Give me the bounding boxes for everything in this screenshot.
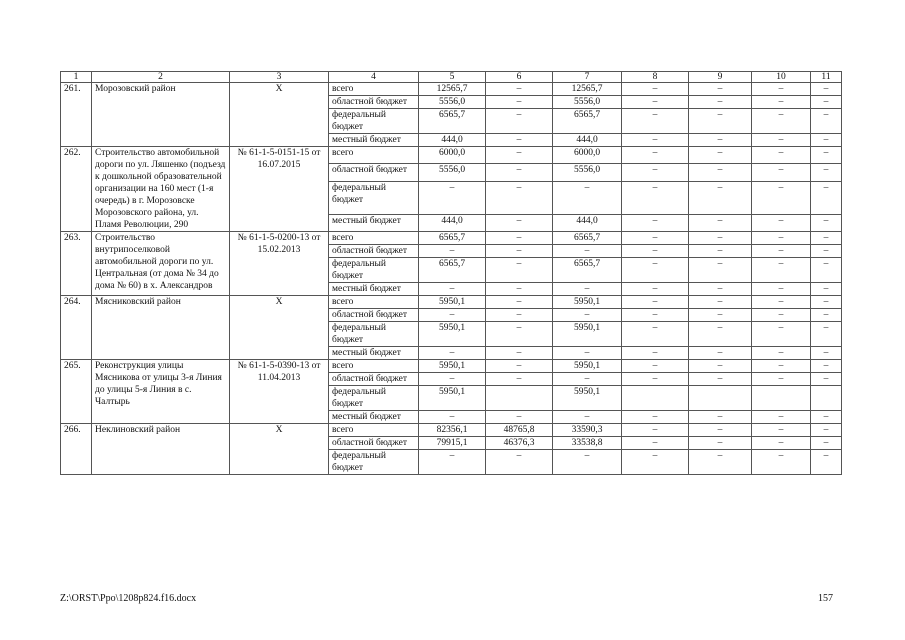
value-cell: – (689, 296, 752, 309)
value-cell: – (811, 373, 842, 386)
file-path: Z:\ORST\Ppo\1208p824.f16.docx (60, 593, 197, 604)
value-cell: 5950,1 (553, 322, 622, 347)
object-name: Морозовский район (92, 83, 230, 147)
value-cell: – (622, 214, 689, 231)
value-cell: – (811, 296, 842, 309)
value-cell: 444,0 (419, 214, 486, 231)
value-cell: – (752, 296, 811, 309)
value-cell: – (622, 283, 689, 296)
document-number: № 61-1-5-0200-13 от 15.02.2013 (230, 232, 329, 296)
value-cell: – (689, 164, 752, 181)
value-cell: – (486, 411, 553, 424)
value-cell: – (752, 411, 811, 424)
row-number: 264. (61, 296, 92, 360)
column-header: 8 (622, 72, 689, 83)
value-cell: – (622, 96, 689, 109)
row-number: 263. (61, 232, 92, 296)
column-header: 11 (811, 72, 842, 83)
value-cell: – (752, 109, 811, 134)
funding-source: местный бюджет (329, 214, 419, 231)
value-cell: – (486, 214, 553, 231)
budget-table (60, 71, 842, 475)
object-name: Строительство автомобильной дороги по ул. Ляшенко (подъезд к дошкольной образовательной организации на 160 мест (1-я очередь) в г. Морозовске Морозовского района, ул. Пламя Революции, 290 (92, 147, 230, 232)
funding-source: областной бюджет (329, 96, 419, 109)
value-cell: 12565,7 (419, 83, 486, 96)
value-cell: – (486, 373, 553, 386)
value-cell: – (811, 258, 842, 283)
value-cell: – (553, 347, 622, 360)
object-name: Реконструкция улицы Мясникова от улицы 3-я Линия до улицы 5-я Линия в с. Чалтырь (92, 360, 230, 424)
value-cell: 5950,1 (553, 296, 622, 309)
value-cell: – (811, 283, 842, 296)
value-cell: 6565,7 (419, 258, 486, 283)
value-cell (811, 386, 842, 411)
value-cell: – (811, 411, 842, 424)
value-cell: 33590,3 (553, 424, 622, 437)
value-cell: – (622, 109, 689, 134)
value-cell: – (811, 450, 842, 475)
value-cell: – (689, 96, 752, 109)
value-cell: – (689, 411, 752, 424)
value-cell: – (689, 181, 752, 214)
value-cell: – (486, 245, 553, 258)
column-header: 1 (61, 72, 92, 83)
column-header: 7 (553, 72, 622, 83)
value-cell: 46376,3 (486, 437, 553, 450)
value-cell: – (622, 134, 689, 147)
table-row (61, 424, 842, 437)
value-cell: 5950,1 (553, 386, 622, 411)
value-cell: – (689, 322, 752, 347)
funding-source: федеральный бюджет (329, 450, 419, 475)
funding-source: местный бюджет (329, 411, 419, 424)
value-cell: 6565,7 (419, 109, 486, 134)
funding-source: федеральный бюджет (329, 386, 419, 411)
value-cell: – (486, 296, 553, 309)
value-cell: – (752, 424, 811, 437)
document-number: X (230, 296, 329, 360)
value-cell: 6000,0 (553, 147, 622, 164)
funding-source: всего (329, 147, 419, 164)
value-cell: – (689, 232, 752, 245)
value-cell: – (622, 232, 689, 245)
value-cell: 12565,7 (553, 83, 622, 96)
value-cell: – (689, 109, 752, 134)
value-cell: 5950,1 (419, 296, 486, 309)
value-cell: – (486, 283, 553, 296)
value-cell: – (811, 83, 842, 96)
value-cell: – (689, 147, 752, 164)
value-cell: – (622, 411, 689, 424)
value-cell: – (486, 96, 553, 109)
value-cell: – (752, 437, 811, 450)
value-cell: 48765,8 (486, 424, 553, 437)
value-cell: – (752, 96, 811, 109)
funding-source: всего (329, 424, 419, 437)
funding-source: всего (329, 360, 419, 373)
value-cell: 5950,1 (419, 386, 486, 411)
value-cell: – (752, 373, 811, 386)
table-row (61, 232, 842, 245)
value-cell: – (486, 109, 553, 134)
value-cell: – (622, 347, 689, 360)
value-cell: – (752, 164, 811, 181)
value-cell: – (622, 424, 689, 437)
value-cell: 6565,7 (553, 109, 622, 134)
value-cell: 82356,1 (419, 424, 486, 437)
value-cell: – (486, 83, 553, 96)
value-cell: – (752, 147, 811, 164)
funding-source: всего (329, 83, 419, 96)
row-number: 266. (61, 424, 92, 475)
value-cell: – (811, 134, 842, 147)
value-cell: – (689, 214, 752, 231)
column-header: 6 (486, 72, 553, 83)
funding-source: федеральный бюджет (329, 322, 419, 347)
funding-source: областной бюджет (329, 437, 419, 450)
row-number: 262. (61, 147, 92, 232)
value-cell: – (486, 232, 553, 245)
page-number: 157 (818, 593, 833, 604)
table-header (61, 72, 842, 83)
value-cell: – (622, 437, 689, 450)
value-cell: – (689, 373, 752, 386)
value-cell: – (811, 245, 842, 258)
value-cell: – (622, 164, 689, 181)
value-cell: – (752, 214, 811, 231)
value-cell: – (752, 283, 811, 296)
value-cell: – (752, 450, 811, 475)
value-cell: – (689, 424, 752, 437)
value-cell: – (622, 322, 689, 347)
value-cell: – (486, 181, 553, 214)
value-cell: – (752, 347, 811, 360)
funding-source: федеральный бюджет (329, 109, 419, 134)
value-cell: 5556,0 (553, 164, 622, 181)
value-cell: – (811, 147, 842, 164)
value-cell: 444,0 (553, 214, 622, 231)
value-cell: – (811, 181, 842, 214)
value-cell: – (811, 360, 842, 373)
value-cell: – (689, 309, 752, 322)
funding-source: федеральный бюджет (329, 258, 419, 283)
funding-source: местный бюджет (329, 134, 419, 147)
value-cell: 33538,8 (553, 437, 622, 450)
value-cell: – (419, 245, 486, 258)
funding-source: федеральный бюджет (329, 181, 419, 214)
value-cell: – (811, 96, 842, 109)
value-cell: – (486, 309, 553, 322)
value-cell: – (622, 450, 689, 475)
value-cell: – (622, 309, 689, 322)
value-cell: – (689, 347, 752, 360)
document-number: X (230, 83, 329, 147)
funding-source: всего (329, 296, 419, 309)
value-cell: – (689, 134, 752, 147)
value-cell: 6000,0 (419, 147, 486, 164)
value-cell: – (622, 245, 689, 258)
funding-source: областной бюджет (329, 245, 419, 258)
value-cell: – (553, 411, 622, 424)
table-row (61, 360, 842, 373)
table-body (61, 83, 842, 475)
value-cell: – (486, 164, 553, 181)
value-cell: 5556,0 (553, 96, 622, 109)
value-cell: – (486, 134, 553, 147)
column-header: 4 (329, 72, 419, 83)
value-cell: – (622, 258, 689, 283)
value-cell: – (752, 360, 811, 373)
value-cell: – (689, 283, 752, 296)
value-cell (486, 386, 553, 411)
value-cell: – (811, 232, 842, 245)
column-header: 10 (752, 72, 811, 83)
value-cell: – (553, 245, 622, 258)
value-cell: – (419, 347, 486, 360)
funding-source: местный бюджет (329, 347, 419, 360)
value-cell: – (419, 450, 486, 475)
value-cell: – (486, 450, 553, 475)
value-cell: 5950,1 (553, 360, 622, 373)
value-cell: – (752, 322, 811, 347)
value-cell: – (486, 258, 553, 283)
value-cell: 79915,1 (419, 437, 486, 450)
value-cell: – (752, 232, 811, 245)
value-cell: – (622, 373, 689, 386)
value-cell: – (689, 360, 752, 373)
value-cell: 6565,7 (419, 232, 486, 245)
object-name: Неклиновский район (92, 424, 230, 475)
value-cell: – (811, 109, 842, 134)
value-cell: – (752, 83, 811, 96)
value-cell: – (752, 258, 811, 283)
object-name: Мясниковский район (92, 296, 230, 360)
value-cell: – (622, 147, 689, 164)
funding-source: всего (329, 232, 419, 245)
column-header: 2 (92, 72, 230, 83)
value-cell: – (419, 181, 486, 214)
value-cell: – (811, 424, 842, 437)
value-cell: 5556,0 (419, 96, 486, 109)
object-name: Строительство внутрипоселковой автомобильной дороги по ул. Центральная (от дома № 34 до дома № 60) в х. Александров (92, 232, 230, 296)
value-cell: – (419, 309, 486, 322)
value-cell: – (622, 83, 689, 96)
value-cell: 6565,7 (553, 232, 622, 245)
value-cell: – (553, 181, 622, 214)
value-cell: – (622, 181, 689, 214)
value-cell: – (689, 245, 752, 258)
value-cell: 5556,0 (419, 164, 486, 181)
value-cell: – (419, 411, 486, 424)
value-cell: 444,0 (553, 134, 622, 147)
value-cell: – (486, 347, 553, 360)
value-cell (752, 386, 811, 411)
column-header: 9 (689, 72, 752, 83)
row-number: 265. (61, 360, 92, 424)
value-cell: – (419, 373, 486, 386)
table-row (61, 296, 842, 309)
table-row (61, 147, 842, 164)
document-number: № 61-1-5-0390-13 от 11.04.2013 (230, 360, 329, 424)
value-cell: – (811, 322, 842, 347)
value-cell: – (752, 309, 811, 322)
value-cell: – (486, 147, 553, 164)
value-cell: – (689, 83, 752, 96)
value-cell: – (811, 164, 842, 181)
funding-source: областной бюджет (329, 309, 419, 322)
document-number: X (230, 424, 329, 475)
value-cell: – (622, 360, 689, 373)
funding-source: областной бюджет (329, 164, 419, 181)
value-cell: – (689, 450, 752, 475)
table-row (61, 83, 842, 96)
document-number: № 61-1-5-0151-15 от 16.07.2015 (230, 147, 329, 232)
row-number: 261. (61, 83, 92, 147)
value-cell: – (752, 181, 811, 214)
value-cell: – (689, 437, 752, 450)
column-header: 5 (419, 72, 486, 83)
value-cell: – (752, 134, 811, 147)
value-cell: – (419, 283, 486, 296)
funding-source: областной бюджет (329, 373, 419, 386)
value-cell: – (622, 296, 689, 309)
value-cell: – (689, 258, 752, 283)
value-cell: 444,0 (419, 134, 486, 147)
value-cell: – (553, 450, 622, 475)
value-cell (622, 386, 689, 411)
value-cell: – (811, 437, 842, 450)
value-cell: – (811, 214, 842, 231)
value-cell: – (486, 322, 553, 347)
value-cell: – (752, 245, 811, 258)
value-cell: 5950,1 (419, 322, 486, 347)
value-cell (689, 386, 752, 411)
column-header: 3 (230, 72, 329, 83)
value-cell: – (553, 283, 622, 296)
value-cell: – (553, 373, 622, 386)
value-cell: – (553, 309, 622, 322)
value-cell: 6565,7 (553, 258, 622, 283)
funding-source: местный бюджет (329, 283, 419, 296)
value-cell: – (811, 309, 842, 322)
value-cell: – (486, 360, 553, 373)
value-cell: 5950,1 (419, 360, 486, 373)
value-cell: – (811, 347, 842, 360)
